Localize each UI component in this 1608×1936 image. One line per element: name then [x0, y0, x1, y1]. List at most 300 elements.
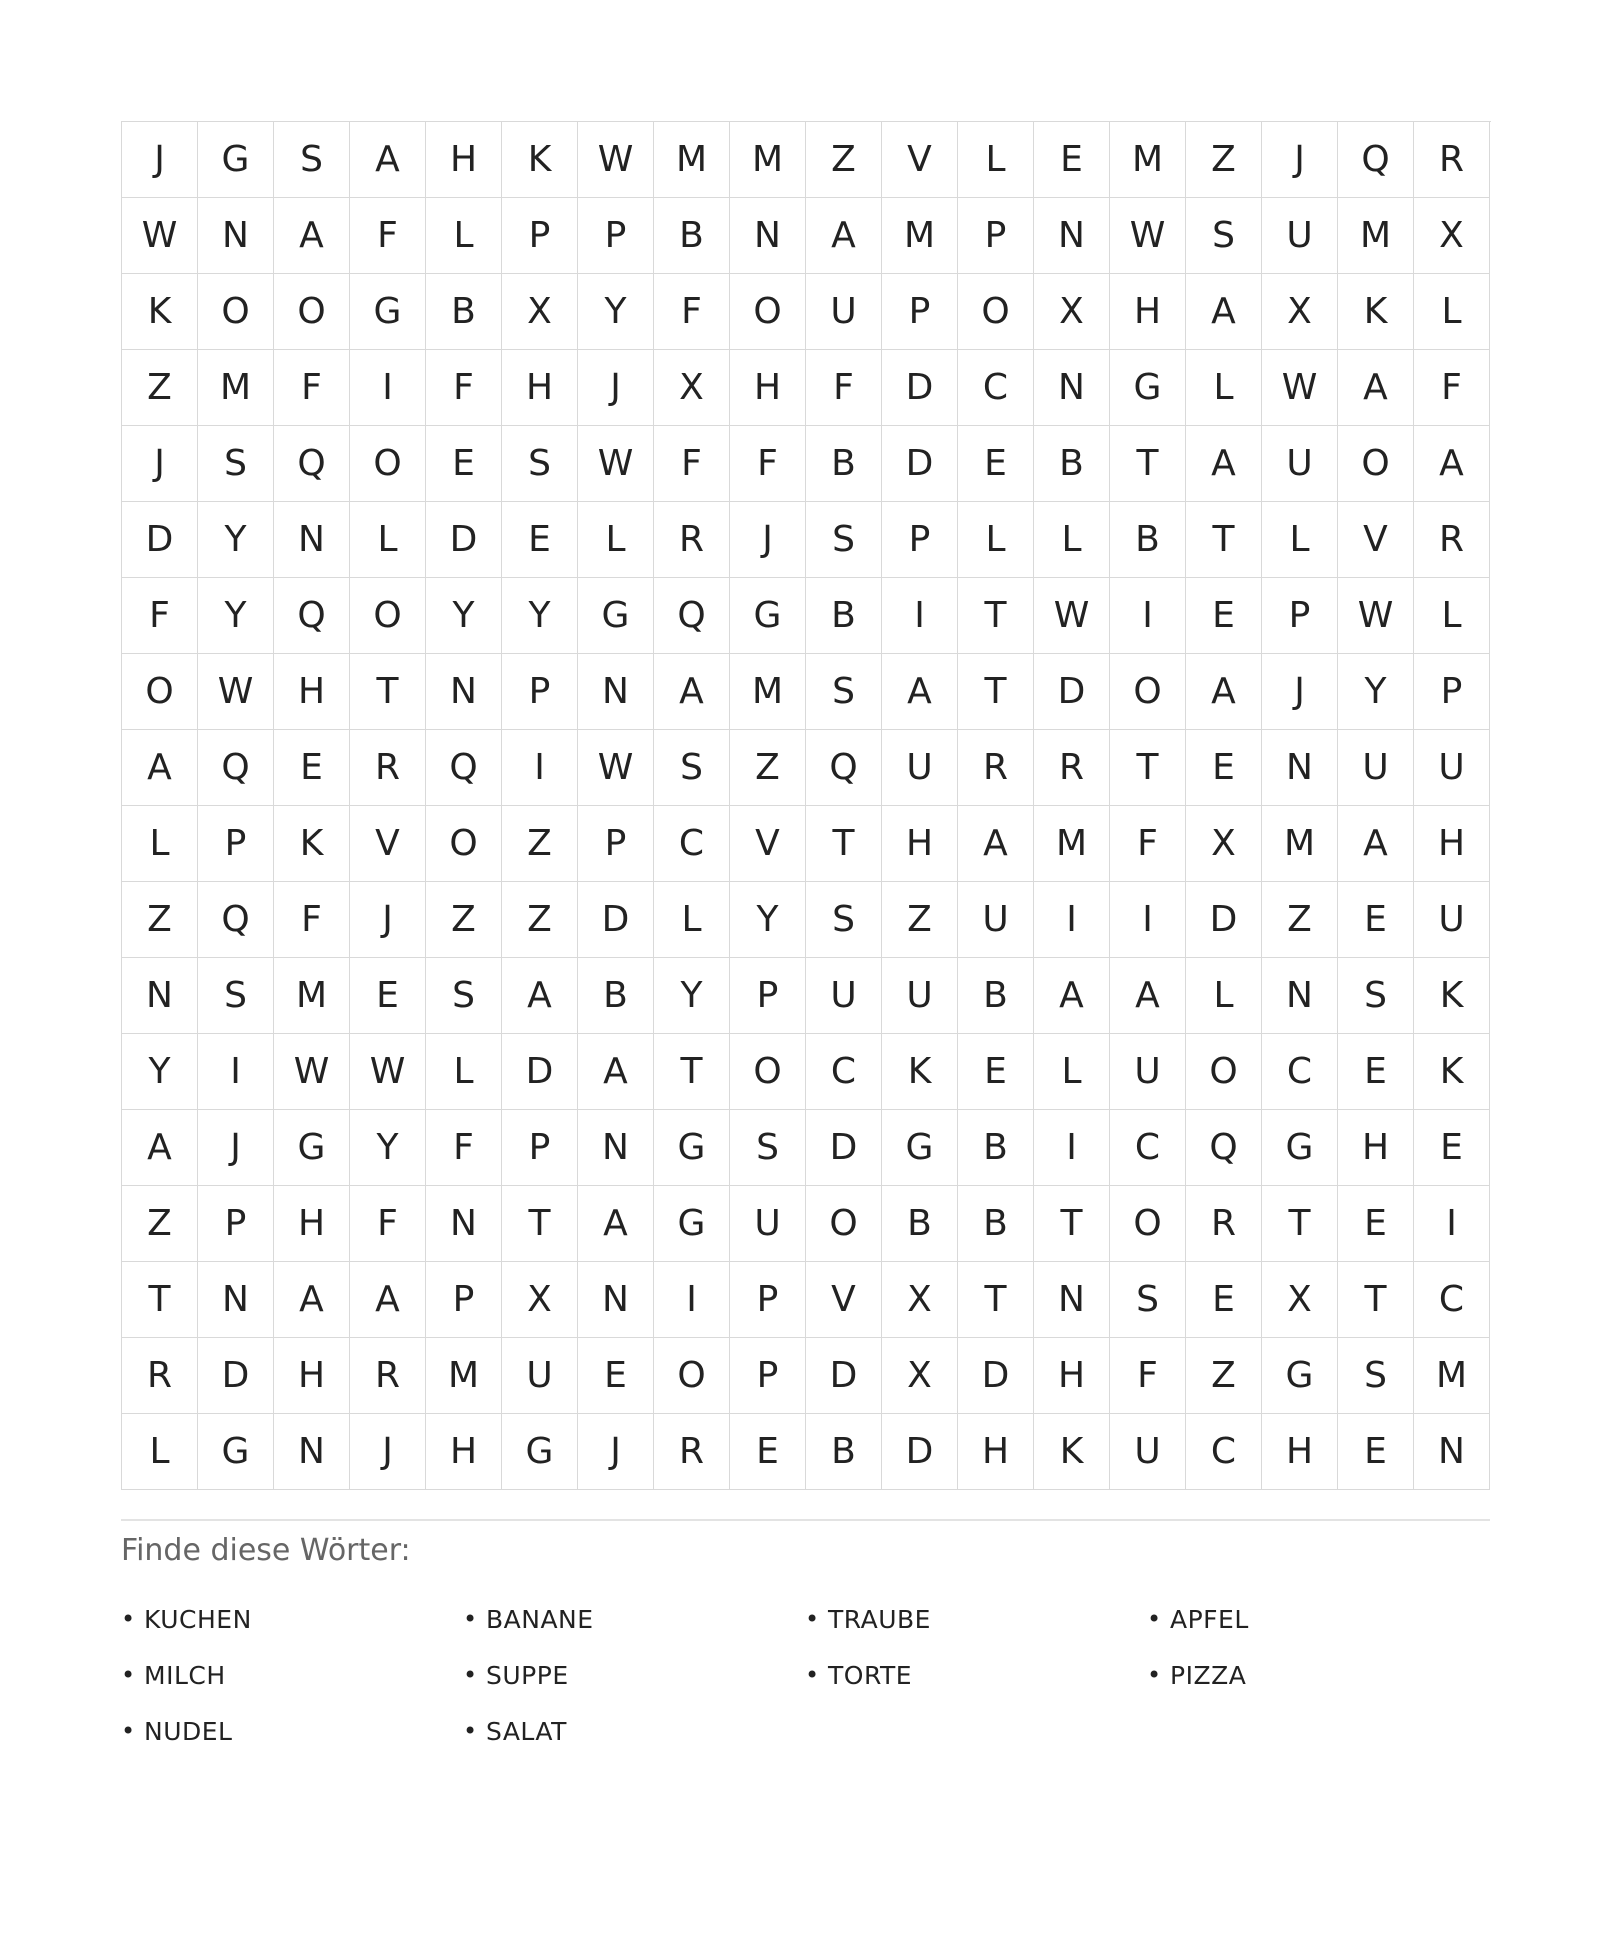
grid-cell[interactable]: G	[502, 1414, 578, 1490]
grid-cell[interactable]: W	[1034, 578, 1110, 654]
grid-cell[interactable]: N	[274, 502, 350, 578]
grid-cell[interactable]: Z	[806, 122, 882, 198]
grid-cell[interactable]: P	[502, 1110, 578, 1186]
grid-cell[interactable]: O	[426, 806, 502, 882]
grid-cell[interactable]: G	[1262, 1110, 1338, 1186]
grid-cell[interactable]: E	[1338, 1186, 1414, 1262]
grid-cell[interactable]: A	[350, 122, 426, 198]
grid-cell[interactable]: N	[426, 654, 502, 730]
grid-cell[interactable]: E	[1186, 1262, 1262, 1338]
grid-cell[interactable]: S	[1186, 198, 1262, 274]
grid-cell[interactable]: R	[350, 1338, 426, 1414]
grid-cell[interactable]: M	[730, 654, 806, 730]
grid-cell[interactable]: O	[1186, 1034, 1262, 1110]
grid-cell[interactable]: T	[958, 654, 1034, 730]
grid-cell[interactable]: F	[654, 274, 730, 350]
grid-cell[interactable]: W	[578, 122, 654, 198]
grid-cell[interactable]: Y	[730, 882, 806, 958]
grid-cell[interactable]: H	[1338, 1110, 1414, 1186]
grid-cell[interactable]: F	[1110, 1338, 1186, 1414]
grid-cell[interactable]: N	[578, 1262, 654, 1338]
grid-cell[interactable]: A	[654, 654, 730, 730]
grid-cell[interactable]: W	[122, 198, 198, 274]
grid-cell[interactable]: J	[1262, 122, 1338, 198]
grid-cell[interactable]: T	[1110, 730, 1186, 806]
grid-cell[interactable]: B	[426, 274, 502, 350]
grid-cell[interactable]: U	[1262, 198, 1338, 274]
grid-cell[interactable]: P	[502, 654, 578, 730]
grid-cell[interactable]: D	[958, 1338, 1034, 1414]
grid-cell[interactable]: Y	[198, 502, 274, 578]
grid-cell[interactable]: G	[730, 578, 806, 654]
grid-cell[interactable]: J	[122, 426, 198, 502]
grid-cell[interactable]: U	[1110, 1414, 1186, 1490]
grid-cell[interactable]: L	[1414, 274, 1490, 350]
grid-cell[interactable]: L	[426, 1034, 502, 1110]
grid-cell[interactable]: H	[502, 350, 578, 426]
grid-cell[interactable]: R	[1034, 730, 1110, 806]
grid-cell[interactable]: H	[882, 806, 958, 882]
grid-cell[interactable]: Y	[502, 578, 578, 654]
grid-cell[interactable]: L	[426, 198, 502, 274]
grid-cell[interactable]: T	[806, 806, 882, 882]
grid-cell[interactable]: S	[502, 426, 578, 502]
grid-cell[interactable]: A	[578, 1034, 654, 1110]
grid-cell[interactable]: I	[1034, 882, 1110, 958]
grid-cell[interactable]: P	[882, 502, 958, 578]
grid-cell[interactable]: F	[122, 578, 198, 654]
grid-cell[interactable]: G	[1262, 1338, 1338, 1414]
grid-cell[interactable]: F	[806, 350, 882, 426]
grid-cell[interactable]: A	[882, 654, 958, 730]
grid-cell[interactable]: T	[958, 1262, 1034, 1338]
grid-cell[interactable]: M	[730, 122, 806, 198]
grid-cell[interactable]: S	[426, 958, 502, 1034]
grid-cell[interactable]: P	[958, 198, 1034, 274]
grid-cell[interactable]: I	[1110, 882, 1186, 958]
grid-cell[interactable]: G	[198, 122, 274, 198]
grid-cell[interactable]: A	[1186, 654, 1262, 730]
grid-cell[interactable]: P	[730, 1262, 806, 1338]
grid-cell[interactable]: H	[274, 1338, 350, 1414]
grid-cell[interactable]: F	[1110, 806, 1186, 882]
grid-cell[interactable]: S	[806, 654, 882, 730]
grid-cell[interactable]: V	[350, 806, 426, 882]
grid-cell[interactable]: M	[654, 122, 730, 198]
grid-cell[interactable]: F	[730, 426, 806, 502]
grid-cell[interactable]: H	[958, 1414, 1034, 1490]
grid-cell[interactable]: Q	[198, 730, 274, 806]
grid-cell[interactable]: V	[882, 122, 958, 198]
grid-cell[interactable]: H	[426, 122, 502, 198]
grid-cell[interactable]: C	[1110, 1110, 1186, 1186]
grid-cell[interactable]: J	[350, 882, 426, 958]
grid-cell[interactable]: B	[654, 198, 730, 274]
grid-cell[interactable]: V	[1338, 502, 1414, 578]
grid-cell[interactable]: R	[350, 730, 426, 806]
grid-cell[interactable]: N	[198, 1262, 274, 1338]
grid-cell[interactable]: W	[1262, 350, 1338, 426]
grid-cell[interactable]: Z	[502, 806, 578, 882]
grid-cell[interactable]: E	[350, 958, 426, 1034]
grid-cell[interactable]: T	[1110, 426, 1186, 502]
grid-cell[interactable]: P	[882, 274, 958, 350]
grid-cell[interactable]: Q	[1186, 1110, 1262, 1186]
grid-cell[interactable]: T	[502, 1186, 578, 1262]
grid-cell[interactable]: F	[350, 1186, 426, 1262]
grid-cell[interactable]: J	[1262, 654, 1338, 730]
grid-cell[interactable]: T	[350, 654, 426, 730]
grid-cell[interactable]: P	[198, 806, 274, 882]
grid-cell[interactable]: O	[350, 426, 426, 502]
grid-cell[interactable]: C	[1262, 1034, 1338, 1110]
grid-cell[interactable]: M	[1414, 1338, 1490, 1414]
grid-cell[interactable]: U	[1414, 730, 1490, 806]
grid-cell[interactable]: K	[122, 274, 198, 350]
grid-cell[interactable]: Z	[1262, 882, 1338, 958]
grid-cell[interactable]: R	[958, 730, 1034, 806]
grid-cell[interactable]: Z	[1186, 122, 1262, 198]
grid-cell[interactable]: N	[1034, 198, 1110, 274]
grid-cell[interactable]: D	[806, 1110, 882, 1186]
grid-cell[interactable]: A	[1414, 426, 1490, 502]
grid-cell[interactable]: L	[1414, 578, 1490, 654]
grid-cell[interactable]: Q	[274, 426, 350, 502]
grid-cell[interactable]: M	[274, 958, 350, 1034]
grid-cell[interactable]: I	[1414, 1186, 1490, 1262]
grid-cell[interactable]: S	[1110, 1262, 1186, 1338]
grid-cell[interactable]: R	[1186, 1186, 1262, 1262]
grid-cell[interactable]: G	[882, 1110, 958, 1186]
grid-cell[interactable]: K	[1034, 1414, 1110, 1490]
grid-cell[interactable]: S	[1338, 958, 1414, 1034]
grid-cell[interactable]: E	[958, 1034, 1034, 1110]
grid-cell[interactable]: L	[122, 806, 198, 882]
grid-cell[interactable]: I	[882, 578, 958, 654]
grid-cell[interactable]: M	[198, 350, 274, 426]
grid-cell[interactable]: F	[274, 350, 350, 426]
grid-cell[interactable]: U	[730, 1186, 806, 1262]
grid-cell[interactable]: G	[198, 1414, 274, 1490]
grid-cell[interactable]: R	[1414, 502, 1490, 578]
grid-cell[interactable]: E	[274, 730, 350, 806]
grid-cell[interactable]: B	[1034, 426, 1110, 502]
grid-cell[interactable]: A	[578, 1186, 654, 1262]
grid-cell[interactable]: C	[958, 350, 1034, 426]
grid-cell[interactable]: W	[578, 730, 654, 806]
grid-cell[interactable]: D	[578, 882, 654, 958]
grid-cell[interactable]: T	[1262, 1186, 1338, 1262]
grid-cell[interactable]: U	[882, 958, 958, 1034]
grid-cell[interactable]: A	[1186, 274, 1262, 350]
grid-cell[interactable]: X	[1186, 806, 1262, 882]
grid-cell[interactable]: H	[1262, 1414, 1338, 1490]
grid-cell[interactable]: Y	[654, 958, 730, 1034]
grid-cell[interactable]: G	[350, 274, 426, 350]
grid-cell[interactable]: Y	[1338, 654, 1414, 730]
grid-cell[interactable]: D	[882, 426, 958, 502]
grid-cell[interactable]: Z	[122, 350, 198, 426]
grid-cell[interactable]: C	[806, 1034, 882, 1110]
grid-cell[interactable]: L	[1034, 1034, 1110, 1110]
grid-cell[interactable]: O	[654, 1338, 730, 1414]
grid-cell[interactable]: L	[1034, 502, 1110, 578]
grid-cell[interactable]: L	[1262, 502, 1338, 578]
grid-cell[interactable]: H	[426, 1414, 502, 1490]
grid-cell[interactable]: N	[730, 198, 806, 274]
grid-cell[interactable]: M	[1338, 198, 1414, 274]
grid-cell[interactable]: O	[122, 654, 198, 730]
grid-cell[interactable]: A	[1186, 426, 1262, 502]
grid-cell[interactable]: G	[654, 1186, 730, 1262]
grid-cell[interactable]: X	[502, 1262, 578, 1338]
grid-cell[interactable]: U	[1110, 1034, 1186, 1110]
grid-cell[interactable]: M	[882, 198, 958, 274]
grid-cell[interactable]: P	[578, 198, 654, 274]
grid-cell[interactable]: A	[274, 1262, 350, 1338]
grid-cell[interactable]: Y	[350, 1110, 426, 1186]
grid-cell[interactable]: O	[274, 274, 350, 350]
grid-cell[interactable]: N	[1262, 958, 1338, 1034]
grid-cell[interactable]: P	[1414, 654, 1490, 730]
grid-cell[interactable]: G	[654, 1110, 730, 1186]
grid-cell[interactable]: V	[730, 806, 806, 882]
grid-cell[interactable]: A	[274, 198, 350, 274]
grid-cell[interactable]: T	[1338, 1262, 1414, 1338]
grid-cell[interactable]: Q	[426, 730, 502, 806]
grid-cell[interactable]: A	[1034, 958, 1110, 1034]
grid-cell[interactable]: E	[1186, 730, 1262, 806]
grid-cell[interactable]: T	[1034, 1186, 1110, 1262]
grid-cell[interactable]: K	[1414, 958, 1490, 1034]
grid-cell[interactable]: B	[578, 958, 654, 1034]
grid-cell[interactable]: Q	[198, 882, 274, 958]
grid-cell[interactable]: I	[502, 730, 578, 806]
grid-cell[interactable]: F	[426, 350, 502, 426]
grid-cell[interactable]: N	[198, 198, 274, 274]
grid-cell[interactable]: D	[122, 502, 198, 578]
grid-cell[interactable]: D	[198, 1338, 274, 1414]
grid-cell[interactable]: O	[806, 1186, 882, 1262]
grid-cell[interactable]: U	[806, 274, 882, 350]
grid-cell[interactable]: G	[1110, 350, 1186, 426]
grid-cell[interactable]: L	[350, 502, 426, 578]
grid-cell[interactable]: E	[1414, 1110, 1490, 1186]
grid-cell[interactable]: N	[1034, 1262, 1110, 1338]
grid-cell[interactable]: Z	[502, 882, 578, 958]
grid-cell[interactable]: L	[578, 502, 654, 578]
grid-cell[interactable]: K	[274, 806, 350, 882]
grid-cell[interactable]: A	[958, 806, 1034, 882]
grid-cell[interactable]: P	[730, 958, 806, 1034]
grid-cell[interactable]: J	[350, 1414, 426, 1490]
grid-cell[interactable]: I	[1034, 1110, 1110, 1186]
grid-cell[interactable]: A	[122, 730, 198, 806]
grid-cell[interactable]: R	[1414, 122, 1490, 198]
grid-cell[interactable]: S	[654, 730, 730, 806]
grid-cell[interactable]: N	[578, 1110, 654, 1186]
grid-cell[interactable]: D	[882, 350, 958, 426]
grid-cell[interactable]: O	[1110, 654, 1186, 730]
grid-cell[interactable]: T	[122, 1262, 198, 1338]
grid-cell[interactable]: I	[198, 1034, 274, 1110]
grid-cell[interactable]: L	[654, 882, 730, 958]
grid-cell[interactable]: D	[1034, 654, 1110, 730]
grid-cell[interactable]: U	[1262, 426, 1338, 502]
grid-cell[interactable]: M	[1110, 122, 1186, 198]
grid-cell[interactable]: H	[1414, 806, 1490, 882]
grid-cell[interactable]: N	[274, 1414, 350, 1490]
grid-cell[interactable]: K	[502, 122, 578, 198]
grid-cell[interactable]: J	[578, 1414, 654, 1490]
grid-cell[interactable]: P	[1262, 578, 1338, 654]
grid-cell[interactable]: E	[1186, 578, 1262, 654]
grid-cell[interactable]: E	[502, 502, 578, 578]
grid-cell[interactable]: N	[1414, 1414, 1490, 1490]
grid-cell[interactable]: C	[654, 806, 730, 882]
grid-cell[interactable]: Z	[122, 882, 198, 958]
grid-cell[interactable]: W	[198, 654, 274, 730]
grid-cell[interactable]: I	[1110, 578, 1186, 654]
grid-cell[interactable]: E	[1338, 1414, 1414, 1490]
grid-cell[interactable]: H	[730, 350, 806, 426]
grid-cell[interactable]: A	[502, 958, 578, 1034]
grid-cell[interactable]: B	[806, 578, 882, 654]
grid-cell[interactable]: N	[578, 654, 654, 730]
grid-cell[interactable]: Z	[730, 730, 806, 806]
grid-cell[interactable]: H	[274, 654, 350, 730]
grid-cell[interactable]: Q	[654, 578, 730, 654]
grid-cell[interactable]: S	[274, 122, 350, 198]
grid-cell[interactable]: B	[958, 958, 1034, 1034]
grid-cell[interactable]: X	[654, 350, 730, 426]
grid-cell[interactable]: B	[958, 1110, 1034, 1186]
grid-cell[interactable]: T	[654, 1034, 730, 1110]
grid-cell[interactable]: P	[578, 806, 654, 882]
grid-cell[interactable]: D	[882, 1414, 958, 1490]
grid-cell[interactable]: X	[1262, 1262, 1338, 1338]
grid-cell[interactable]: E	[426, 426, 502, 502]
grid-cell[interactable]: A	[1110, 958, 1186, 1034]
grid-cell[interactable]: A	[806, 198, 882, 274]
grid-cell[interactable]: Q	[274, 578, 350, 654]
grid-cell[interactable]: O	[350, 578, 426, 654]
grid-cell[interactable]: P	[730, 1338, 806, 1414]
grid-cell[interactable]: Y	[198, 578, 274, 654]
grid-cell[interactable]: A	[1338, 806, 1414, 882]
grid-cell[interactable]: X	[1414, 198, 1490, 274]
grid-cell[interactable]: E	[578, 1338, 654, 1414]
grid-cell[interactable]: Z	[426, 882, 502, 958]
grid-cell[interactable]: N	[1262, 730, 1338, 806]
grid-cell[interactable]: F	[1414, 350, 1490, 426]
grid-cell[interactable]: B	[882, 1186, 958, 1262]
grid-cell[interactable]: H	[274, 1186, 350, 1262]
grid-cell[interactable]: B	[806, 1414, 882, 1490]
grid-cell[interactable]: N	[426, 1186, 502, 1262]
grid-cell[interactable]: S	[198, 958, 274, 1034]
grid-cell[interactable]: J	[578, 350, 654, 426]
grid-cell[interactable]: L	[122, 1414, 198, 1490]
grid-cell[interactable]: G	[274, 1110, 350, 1186]
grid-cell[interactable]: Y	[426, 578, 502, 654]
grid-cell[interactable]: J	[730, 502, 806, 578]
grid-cell[interactable]: E	[1034, 122, 1110, 198]
grid-cell[interactable]: S	[1338, 1338, 1414, 1414]
grid-cell[interactable]: L	[958, 122, 1034, 198]
grid-cell[interactable]: E	[1338, 1034, 1414, 1110]
grid-cell[interactable]: W	[350, 1034, 426, 1110]
grid-cell[interactable]: O	[1110, 1186, 1186, 1262]
grid-cell[interactable]: O	[198, 274, 274, 350]
grid-cell[interactable]: T	[1186, 502, 1262, 578]
grid-cell[interactable]: T	[958, 578, 1034, 654]
grid-cell[interactable]: S	[730, 1110, 806, 1186]
grid-cell[interactable]: N	[122, 958, 198, 1034]
grid-cell[interactable]: A	[1338, 350, 1414, 426]
grid-cell[interactable]: O	[1338, 426, 1414, 502]
grid-cell[interactable]: W	[1338, 578, 1414, 654]
grid-cell[interactable]: L	[958, 502, 1034, 578]
grid-cell[interactable]: B	[806, 426, 882, 502]
grid-cell[interactable]: C	[1414, 1262, 1490, 1338]
grid-cell[interactable]: R	[122, 1338, 198, 1414]
grid-cell[interactable]: S	[806, 882, 882, 958]
grid-cell[interactable]: I	[350, 350, 426, 426]
grid-cell[interactable]: Z	[1186, 1338, 1262, 1414]
grid-cell[interactable]: U	[502, 1338, 578, 1414]
grid-cell[interactable]: B	[958, 1186, 1034, 1262]
grid-cell[interactable]: M	[1262, 806, 1338, 882]
grid-cell[interactable]: U	[958, 882, 1034, 958]
grid-cell[interactable]: U	[1338, 730, 1414, 806]
grid-cell[interactable]: G	[578, 578, 654, 654]
grid-cell[interactable]: O	[730, 274, 806, 350]
grid-cell[interactable]: L	[1186, 350, 1262, 426]
grid-cell[interactable]: Z	[122, 1186, 198, 1262]
grid-cell[interactable]: X	[882, 1262, 958, 1338]
grid-cell[interactable]: F	[274, 882, 350, 958]
grid-cell[interactable]: K	[1338, 274, 1414, 350]
grid-cell[interactable]: U	[806, 958, 882, 1034]
grid-cell[interactable]: Y	[578, 274, 654, 350]
grid-cell[interactable]: O	[958, 274, 1034, 350]
grid-cell[interactable]: X	[1034, 274, 1110, 350]
grid-cell[interactable]: E	[730, 1414, 806, 1490]
grid-cell[interactable]: F	[654, 426, 730, 502]
grid-cell[interactable]: M	[426, 1338, 502, 1414]
grid-cell[interactable]: X	[1262, 274, 1338, 350]
grid-cell[interactable]: F	[426, 1110, 502, 1186]
grid-cell[interactable]: O	[730, 1034, 806, 1110]
grid-cell[interactable]: V	[806, 1262, 882, 1338]
grid-cell[interactable]: X	[882, 1338, 958, 1414]
grid-cell[interactable]: N	[1034, 350, 1110, 426]
grid-cell[interactable]: P	[198, 1186, 274, 1262]
grid-cell[interactable]: Z	[882, 882, 958, 958]
grid-cell[interactable]: L	[1186, 958, 1262, 1034]
grid-cell[interactable]: P	[426, 1262, 502, 1338]
grid-cell[interactable]: R	[654, 502, 730, 578]
grid-cell[interactable]: E	[958, 426, 1034, 502]
grid-cell[interactable]: W	[274, 1034, 350, 1110]
grid-cell[interactable]: K	[1414, 1034, 1490, 1110]
grid-cell[interactable]: D	[426, 502, 502, 578]
grid-cell[interactable]: U	[1414, 882, 1490, 958]
grid-cell[interactable]: U	[882, 730, 958, 806]
grid-cell[interactable]: Q	[806, 730, 882, 806]
grid-cell[interactable]: H	[1034, 1338, 1110, 1414]
